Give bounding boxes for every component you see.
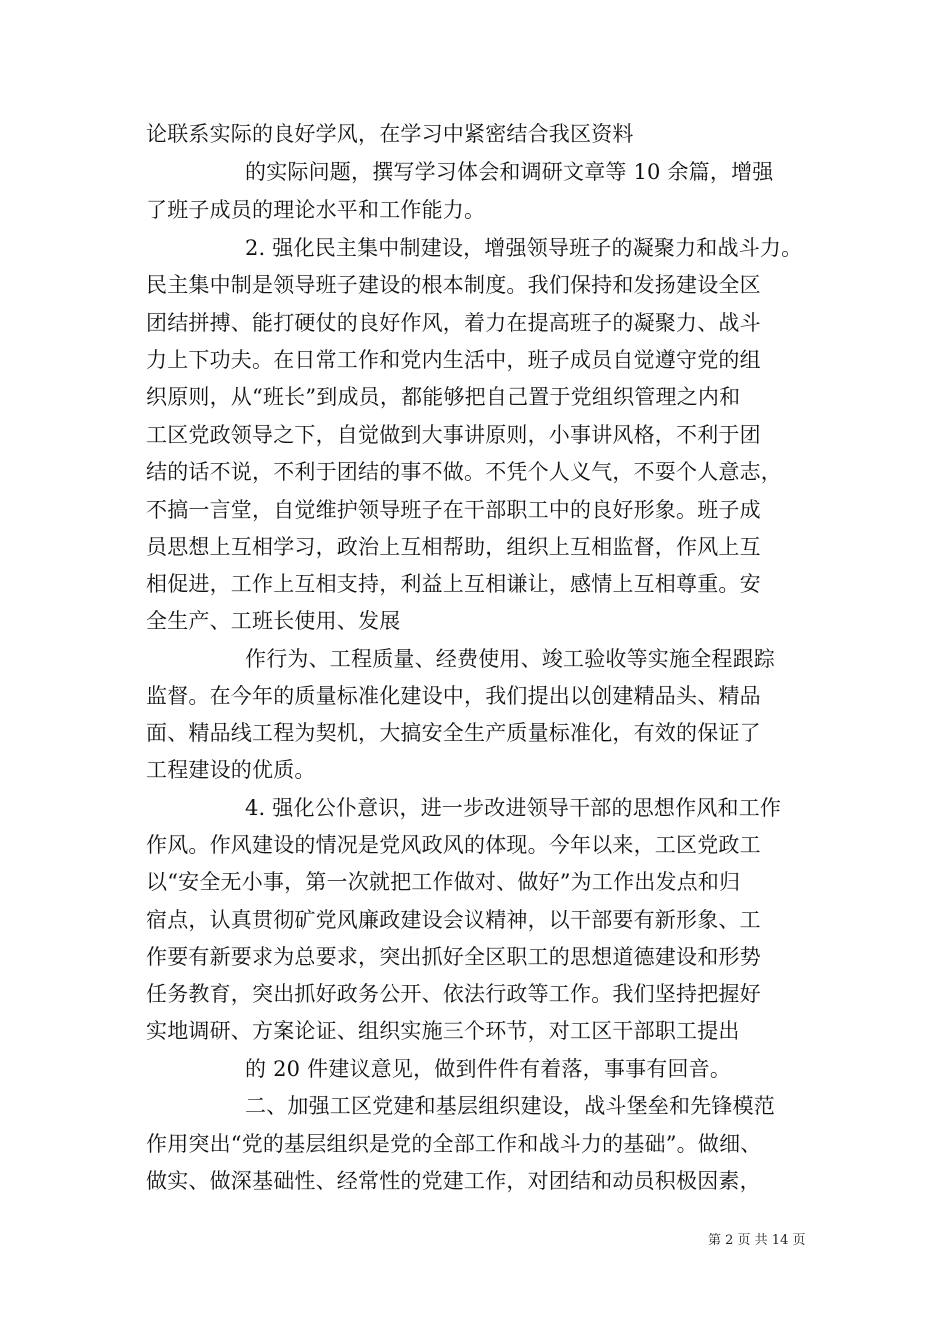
page-number-footer: 第 2 页 共 14 页: [708, 1233, 806, 1248]
body-line-6: 团结拼搏、能打硬仗的良好作风，着力在提高班子的凝聚力、战斗: [146, 311, 761, 335]
body-line-22: 宿点，认真贯彻矿党风廉政建设会议精神，以干部要有新形象、工: [146, 908, 761, 932]
body-line-2: 的实际问题，撰写学习体会和调研文章等 10 余篇，增强: [245, 160, 774, 184]
body-line-20: 作风。作风建设的情况是党风政风的体现。今年以来，工区党政工: [146, 833, 761, 857]
body-line-3: 了班子成员的理论水平和工作能力。: [146, 198, 486, 222]
body-line-26: 的 20 件建议意见，做到件件有着落，事事有回音。: [245, 1057, 732, 1081]
body-line-21: 以“安全无小事，第一次就把工作做对、做好”为工作出发点和归: [146, 870, 741, 894]
body-line-11: 不搞一言堂，自觉维护领导班子在干部职工中的良好形象。班子成: [146, 498, 761, 522]
body-line-24: 任务教育，突出抓好政务公开、依法行政等工作。我们坚持把握好: [146, 982, 761, 1006]
body-line-25: 实地调研、方案论证、组织实施三个环节，对工区干部职工提出: [146, 1019, 740, 1043]
body-line-19: 4. 强化公仆意识，进一步改进领导干部的思想作风和工作: [245, 796, 782, 820]
body-line-12: 员思想上互相学习，政治上互相帮助，组织上互相监督，作风上互: [146, 535, 761, 559]
body-line-5: 民主集中制是领导班子建设的根本制度。我们保持和发扬建设全区: [146, 273, 761, 297]
body-line-23: 作要有新要求为总要求，突出抓好全区职工的思想道德建设和形势: [146, 945, 761, 969]
body-line-29: 做实、做深基础性、经常性的党建工作，对团结和动员积极因素，: [146, 1169, 761, 1193]
body-line-10: 结的话不说，不利于团结的事不做。不凭个人义气，不耍个人意志，: [146, 460, 782, 484]
body-line-27: 二、加强工区党建和基层组织建设，战斗堡垒和先锋模范: [245, 1094, 775, 1118]
body-line-8: 织原则，从“班长”到成员，都能够把自己置于党组织管理之内和: [146, 385, 741, 409]
body-line-1: 论联系实际的良好学风，在学习中紧密结合我区资料: [146, 122, 634, 146]
body-line-9: 工区党政领导之下，自觉做到大事讲原则，小事讲风格，不利于团: [146, 423, 761, 447]
body-line-18: 工程建设的优质。: [146, 758, 316, 782]
body-line-4: 2. 强化民主集中制建设，增强领导班子的凝聚力和战斗力。: [245, 236, 803, 260]
body-line-14: 全生产、工班长使用、发展: [146, 609, 401, 633]
body-line-7: 力上下功夫。在日常工作和党内生活中，班子成员自觉遵守党的组: [146, 348, 761, 372]
body-line-15: 作行为、工程质量、经费使用、竣工验收等实施全程跟踪: [245, 647, 775, 671]
body-line-17: 面、精品线工程为契机，大搞安全生产质量标准化，有效的保证了: [146, 721, 761, 745]
body-line-16: 监督。在今年的质量标准化建设中，我们提出以创建精品头、精品: [146, 684, 761, 708]
body-line-28: 作用突出“党的基层组织是党的全部工作和战斗力的基础”。做细、: [146, 1132, 762, 1156]
body-line-13: 相促进，工作上互相支持，利益上互相谦让，感情上互相尊重。安: [146, 572, 761, 596]
